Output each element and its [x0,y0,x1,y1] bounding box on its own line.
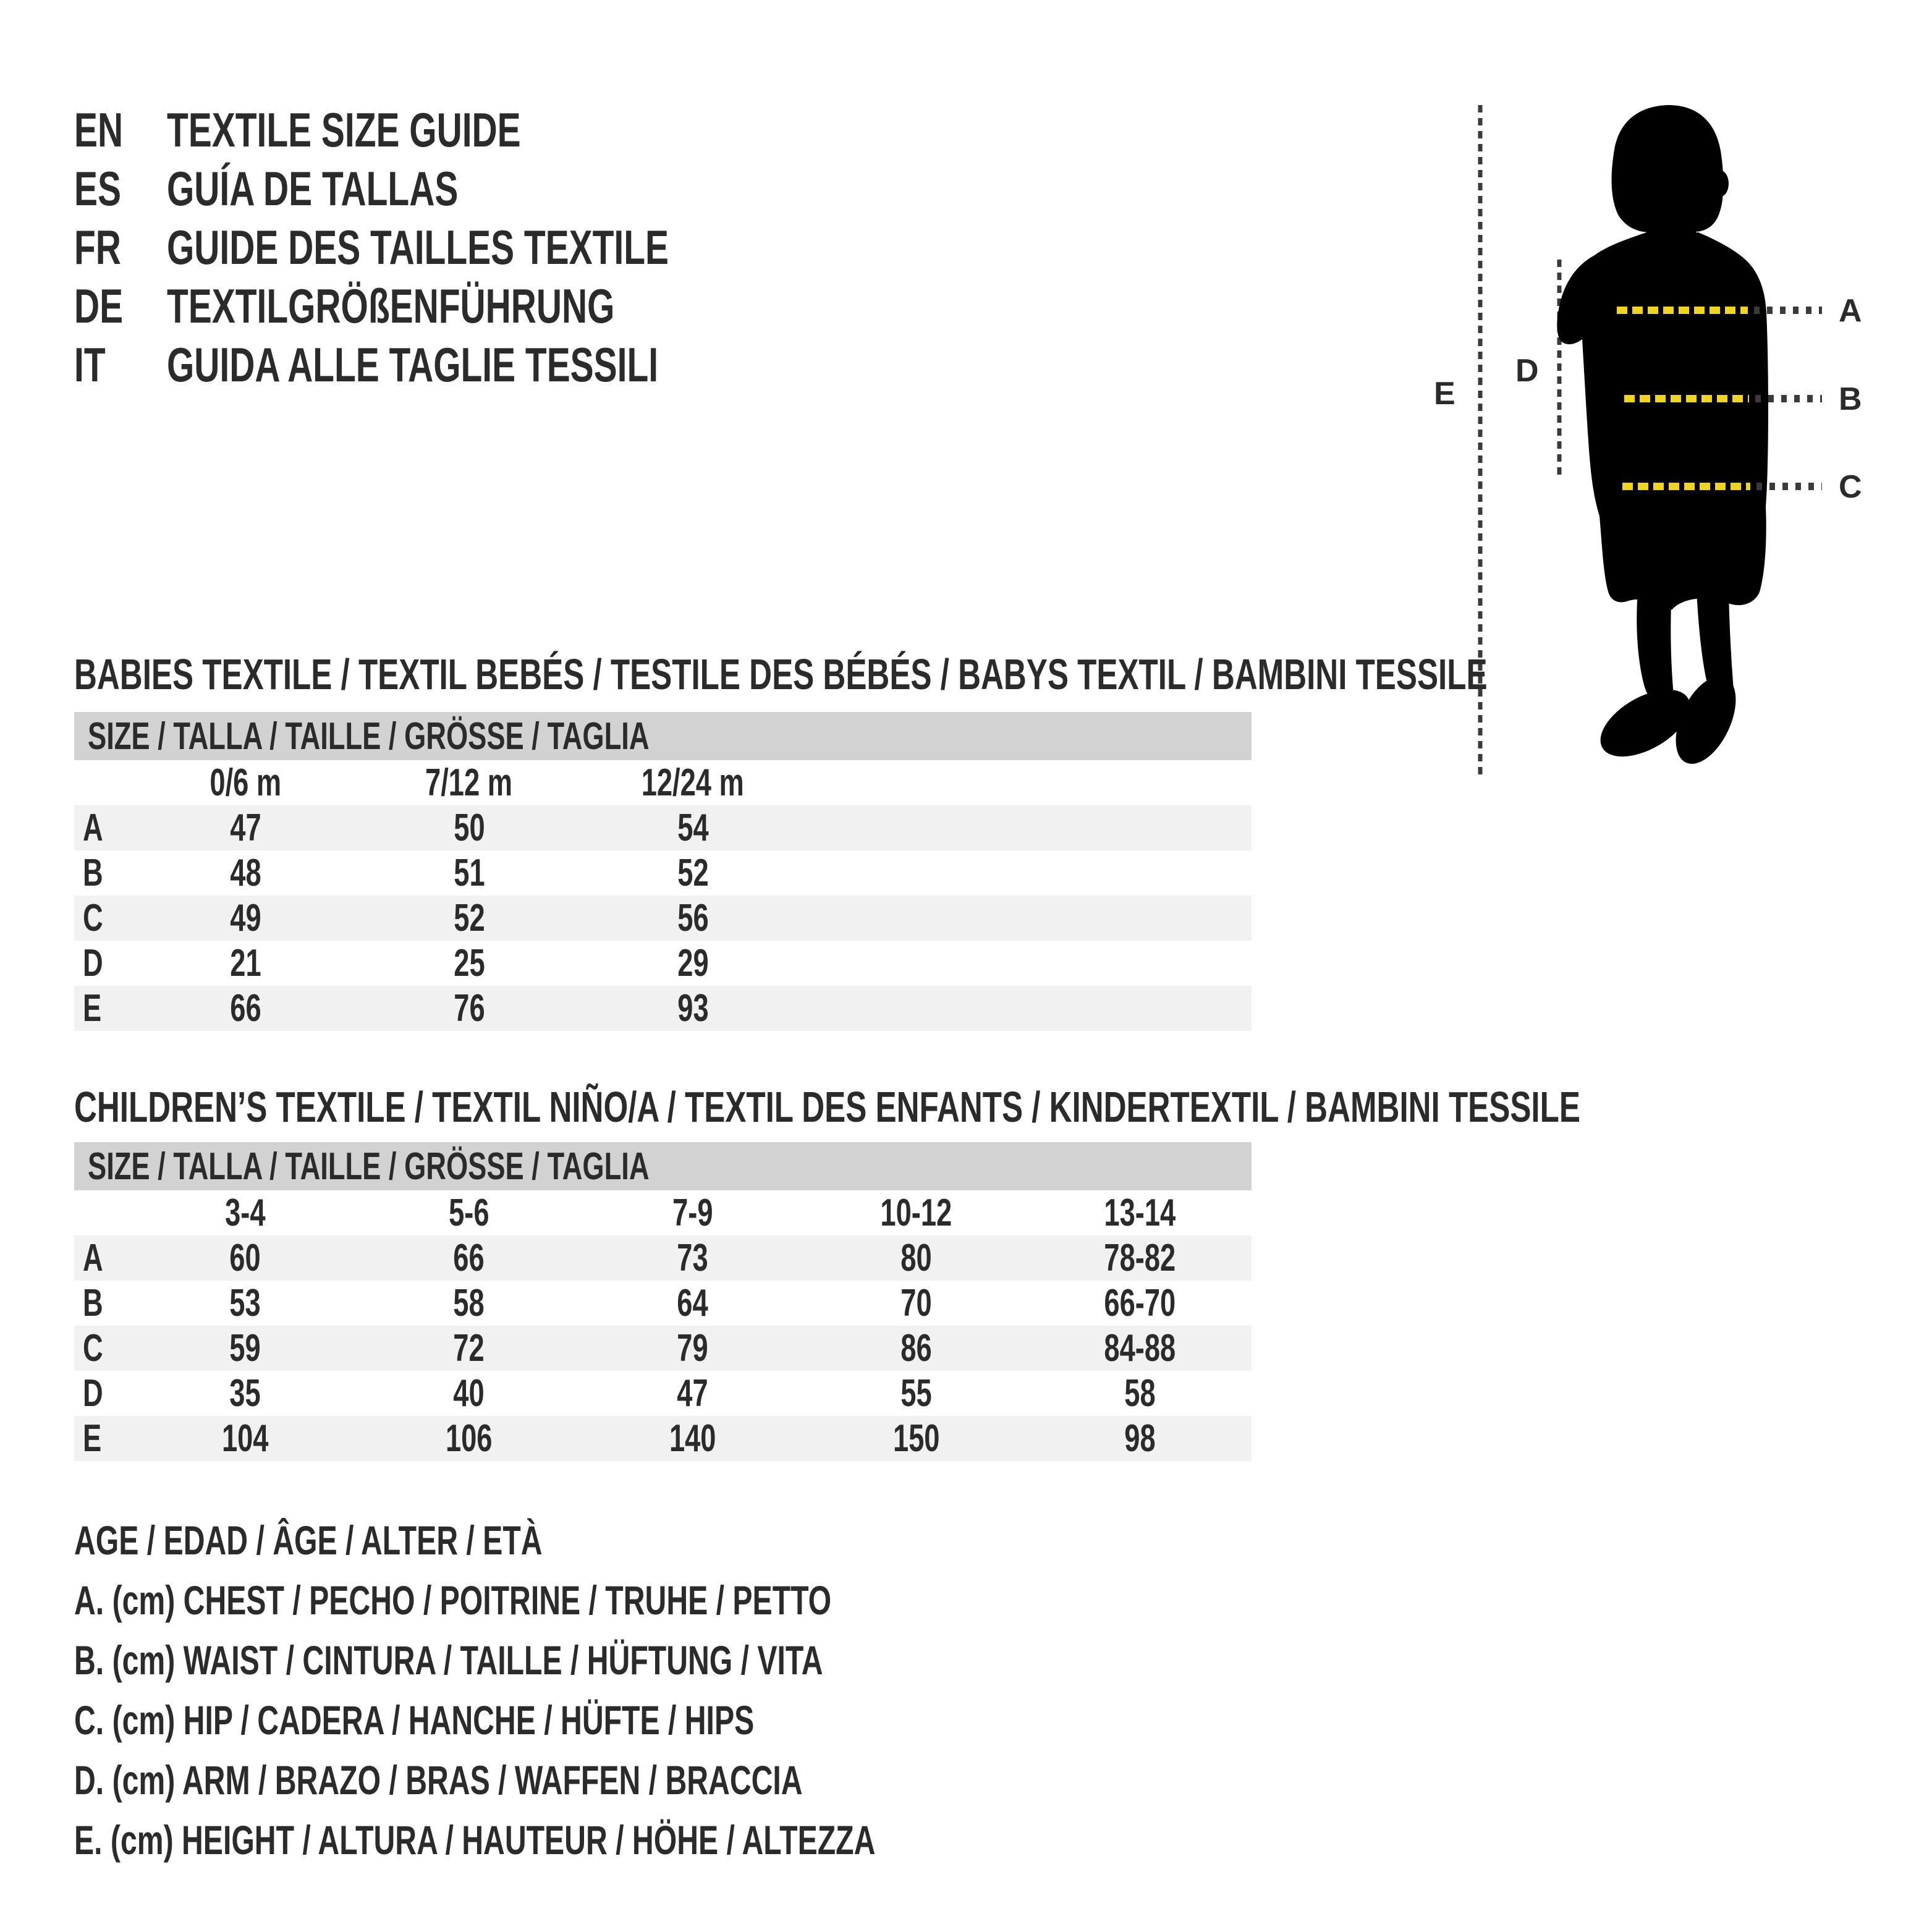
table-row [74,805,1252,850]
cell: 73 [677,1237,708,1279]
language-title: TEXTILGRÖßENFÜHRUNG [167,279,615,333]
language-code: FR [74,220,121,274]
babies-size-header-bar: SIZE / TALLA / TAILLE / GRÖSSE / TAGLIA [74,712,1252,760]
column-header: 13-14 [1104,1192,1176,1234]
column-header: 7/12 m [425,761,513,804]
table-row [74,1416,1252,1461]
table-row [74,1281,1252,1326]
legend-arm-line: D. (cm) ARM / BRAZO / BRAS / WAFFEN / BRACCIA [74,1757,803,1803]
row-label: E [83,1417,102,1460]
cell: 64 [677,1282,708,1324]
legend-hip-line: C. (cm) HIP / CADERA / HANCHE / HÜFTE / HIPS [74,1697,755,1743]
cell: 51 [453,852,485,894]
cell: 140 [669,1417,716,1460]
table-row [74,850,1252,896]
cell: 70 [900,1282,932,1324]
children-size-header-bar: SIZE / TALLA / TAILLE / GRÖSSE / TAGLIA [74,1142,1252,1190]
language-code: ES [74,161,121,216]
measure-label-b: B [1839,381,1862,417]
language-title: GUIDA ALLE TAGLIE TESSILI [167,337,659,392]
cell: 50 [453,807,485,849]
row-label: B [83,852,103,894]
row-label: B [83,1282,103,1324]
column-header: 5-6 [448,1192,489,1234]
cell: 49 [229,897,261,939]
cell: 60 [229,1237,261,1279]
cell: 84-88 [1104,1327,1176,1370]
column-header: 3-4 [225,1192,266,1234]
cell: 59 [229,1327,261,1370]
legend-age-line: AGE / EDAD / ÂGE / ALTER / ETÀ [74,1517,543,1563]
legend-height-line: E. (cm) HEIGHT / ALTURA / HAUTEUR / HÖHE / ALTEZZA [74,1817,876,1863]
legend-chest-line: A. (cm) CHEST / PECHO / POITRINE / TRUHE / PETTO [74,1577,832,1623]
babies-section-title: BABIES TEXTILE / TEXTIL BEBÉS / TESTILE DES BÉBÉS / BABYS TEXTIL / BAMBINI TESSILE [74,650,1488,698]
column-header: 10-12 [880,1192,952,1234]
cell: 80 [900,1237,932,1279]
cell: 78-82 [1104,1237,1176,1279]
row-label: A [83,807,103,849]
language-code: DE [74,279,124,333]
cell: 35 [229,1372,261,1415]
cell: 58 [1124,1372,1156,1415]
cell: 29 [677,942,709,985]
cell: 93 [677,987,709,1030]
children-column-header-row [74,1190,1252,1235]
row-label: C [83,1327,103,1370]
cell: 58 [453,1282,485,1324]
language-title: TEXTILE SIZE GUIDE [167,103,521,157]
babies-column-header-row [74,760,1252,805]
cell: 40 [453,1372,485,1415]
cell: 104 [222,1417,269,1460]
babies-size-table [74,712,1252,1031]
table-row [74,896,1252,941]
cell: 56 [677,897,709,939]
cell: 25 [453,942,485,985]
cell: 21 [229,942,261,985]
language-code: IT [74,337,106,392]
row-label: D [83,942,103,985]
cell: 66 [453,1237,485,1279]
children-section-title: CHILDREN’S TEXTILE / TEXTIL NIÑO/A / TEXTIL DES ENFANTS / KINDERTEXTIL / BAMBINI TESSILE [74,1083,1580,1131]
table-row [74,1371,1252,1416]
row-label: E [83,987,102,1030]
cell: 54 [677,807,709,849]
cell: 66-70 [1104,1282,1176,1324]
language-code: EN [74,103,124,157]
measure-label-e: E [1434,376,1455,412]
column-header: 7-9 [672,1192,713,1234]
cell: 55 [900,1372,932,1415]
cell: 47 [677,1372,708,1415]
cell: 52 [677,852,709,894]
row-label: A [83,1237,103,1279]
language-title: GUIDE DES TAILLES TEXTILE [167,220,669,274]
cell: 79 [677,1327,708,1370]
table-row [74,1235,1252,1281]
measurement-legend [74,1510,1172,1870]
column-header: 12/24 m [641,761,745,804]
column-header: 0/6 m [210,761,281,804]
cell: 86 [900,1327,932,1370]
cell: 53 [229,1282,261,1324]
children-size-table [74,1142,1252,1461]
cell: 47 [229,807,261,849]
cell: 98 [1124,1417,1156,1460]
cell: 106 [445,1417,493,1460]
language-title: GUÍA DE TALLAS [167,161,459,216]
row-label: C [83,897,103,939]
measure-label-d: D [1515,353,1539,389]
cell: 76 [453,987,485,1030]
cell: 52 [453,897,485,939]
table-row [74,986,1252,1031]
cell: 150 [892,1417,940,1460]
row-label: D [83,1372,103,1415]
cell: 66 [229,987,261,1030]
table-row [74,941,1252,986]
measure-label-c: C [1839,469,1862,505]
cell: 48 [229,852,261,894]
table-row [74,1326,1252,1371]
legend-waist-line: B. (cm) WAIST / CINTURA / TAILLE / HÜFTUNG / VITA [74,1637,823,1683]
measure-label-a: A [1839,293,1862,329]
cell: 72 [453,1327,485,1370]
